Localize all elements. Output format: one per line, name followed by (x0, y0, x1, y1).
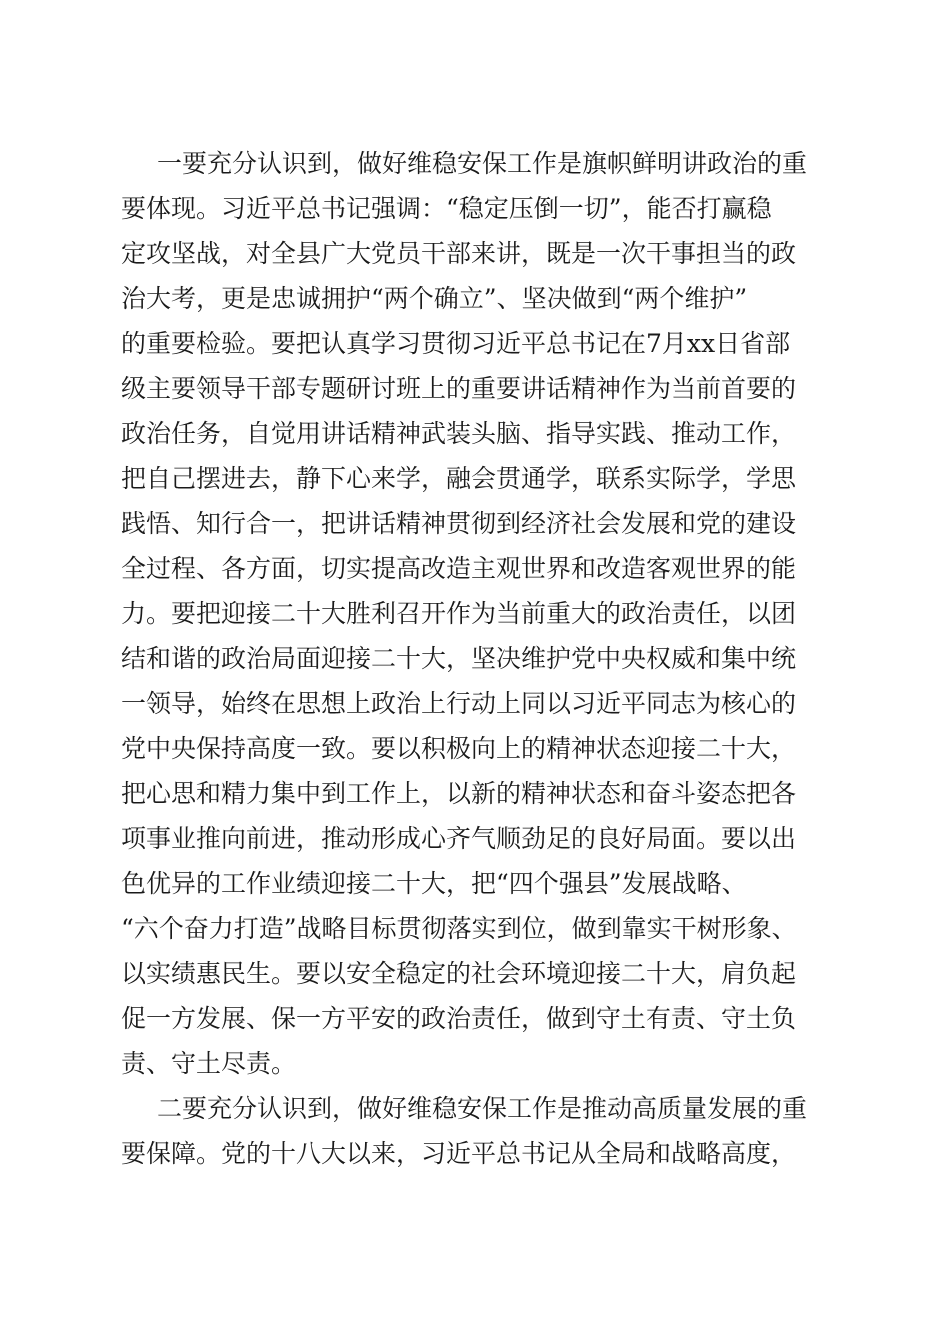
paragraph-line: 色优异的工作业绩迎接二十大，把“四个强县”发展战略、 (121, 869, 747, 898)
paragraph-line: 责、守土尽责。 (121, 1049, 297, 1078)
paragraph-line: 把心思和精力集中到工作上，以新的精神状态和奋斗姿态把各 (121, 779, 797, 808)
paragraph-line: 的重要检验。要把认真学习贯彻习近平总书记在7月xx日省部 (121, 329, 791, 358)
document-body (121, 141, 841, 1176)
paragraph-line: 结和谐的政治局面迎接二十大，坚决维护党中央权威和集中统 (121, 644, 797, 673)
paragraph-line: 要体现。习近平总书记强调：“稳定压倒一切”，能否打赢稳 (121, 194, 772, 223)
paragraph-line: 级主要领导干部专题研讨班上的重要讲话精神作为当前首要的 (121, 374, 797, 403)
paragraph-line: 以实绩惠民生。要以安全稳定的社会环境迎接二十大，肩负起 (121, 959, 797, 988)
paragraph-first-line: 二要充分认识到，做好维稳安保工作是推动高质量发展的重 (157, 1094, 808, 1123)
paragraph-line: 全过程、各方面，切实提高改造主观世界和改造客观世界的能 (121, 554, 797, 583)
paragraph-line: 要保障。党的十八大以来，习近平总书记从全局和战略高度， (121, 1139, 797, 1168)
paragraph-line: 党中央保持高度一致。要以积极向上的精神状态迎接二十大， (121, 734, 797, 763)
paragraph-line: 一领导，始终在思想上政治上行动上同以习近平同志为核心的 (121, 689, 797, 718)
paragraph-line: 力。要把迎接二十大胜利召开作为当前重大的政治责任，以团 (121, 599, 797, 628)
paragraph-line: 定攻坚战，对全县广大党员干部来讲，既是一次干事担当的政 (121, 239, 797, 268)
paragraph-first-line: 一要充分认识到，做好维稳安保工作是旗帜鲜明讲政治的重 (157, 149, 808, 178)
paragraph-line: 治大考，更是忠诚拥护“两个确立”、坚决做到“两个维护” (121, 284, 748, 313)
paragraph-line: 把自己摆进去，静下心来学，融会贯通学，联系实际学，学思 (121, 464, 797, 493)
paragraph-line: 政治任务，自觉用讲话精神武装头脑、指导实践、推动工作， (121, 419, 797, 448)
paragraph-line: 践悟、知行合一，把讲话精神贯彻到经济社会发展和党的建设 (121, 509, 797, 538)
paragraph-line: 促一方发展、保一方平安的政治责任，做到守土有责、守土负 (121, 1004, 797, 1033)
paragraph-line: 项事业推向前进，推动形成心齐气顺劲足的良好局面。要以出 (121, 824, 797, 853)
paragraph-line: “六个奋力打造”战略目标贯彻落实到位，做到靠实干树形象、 (121, 914, 797, 943)
